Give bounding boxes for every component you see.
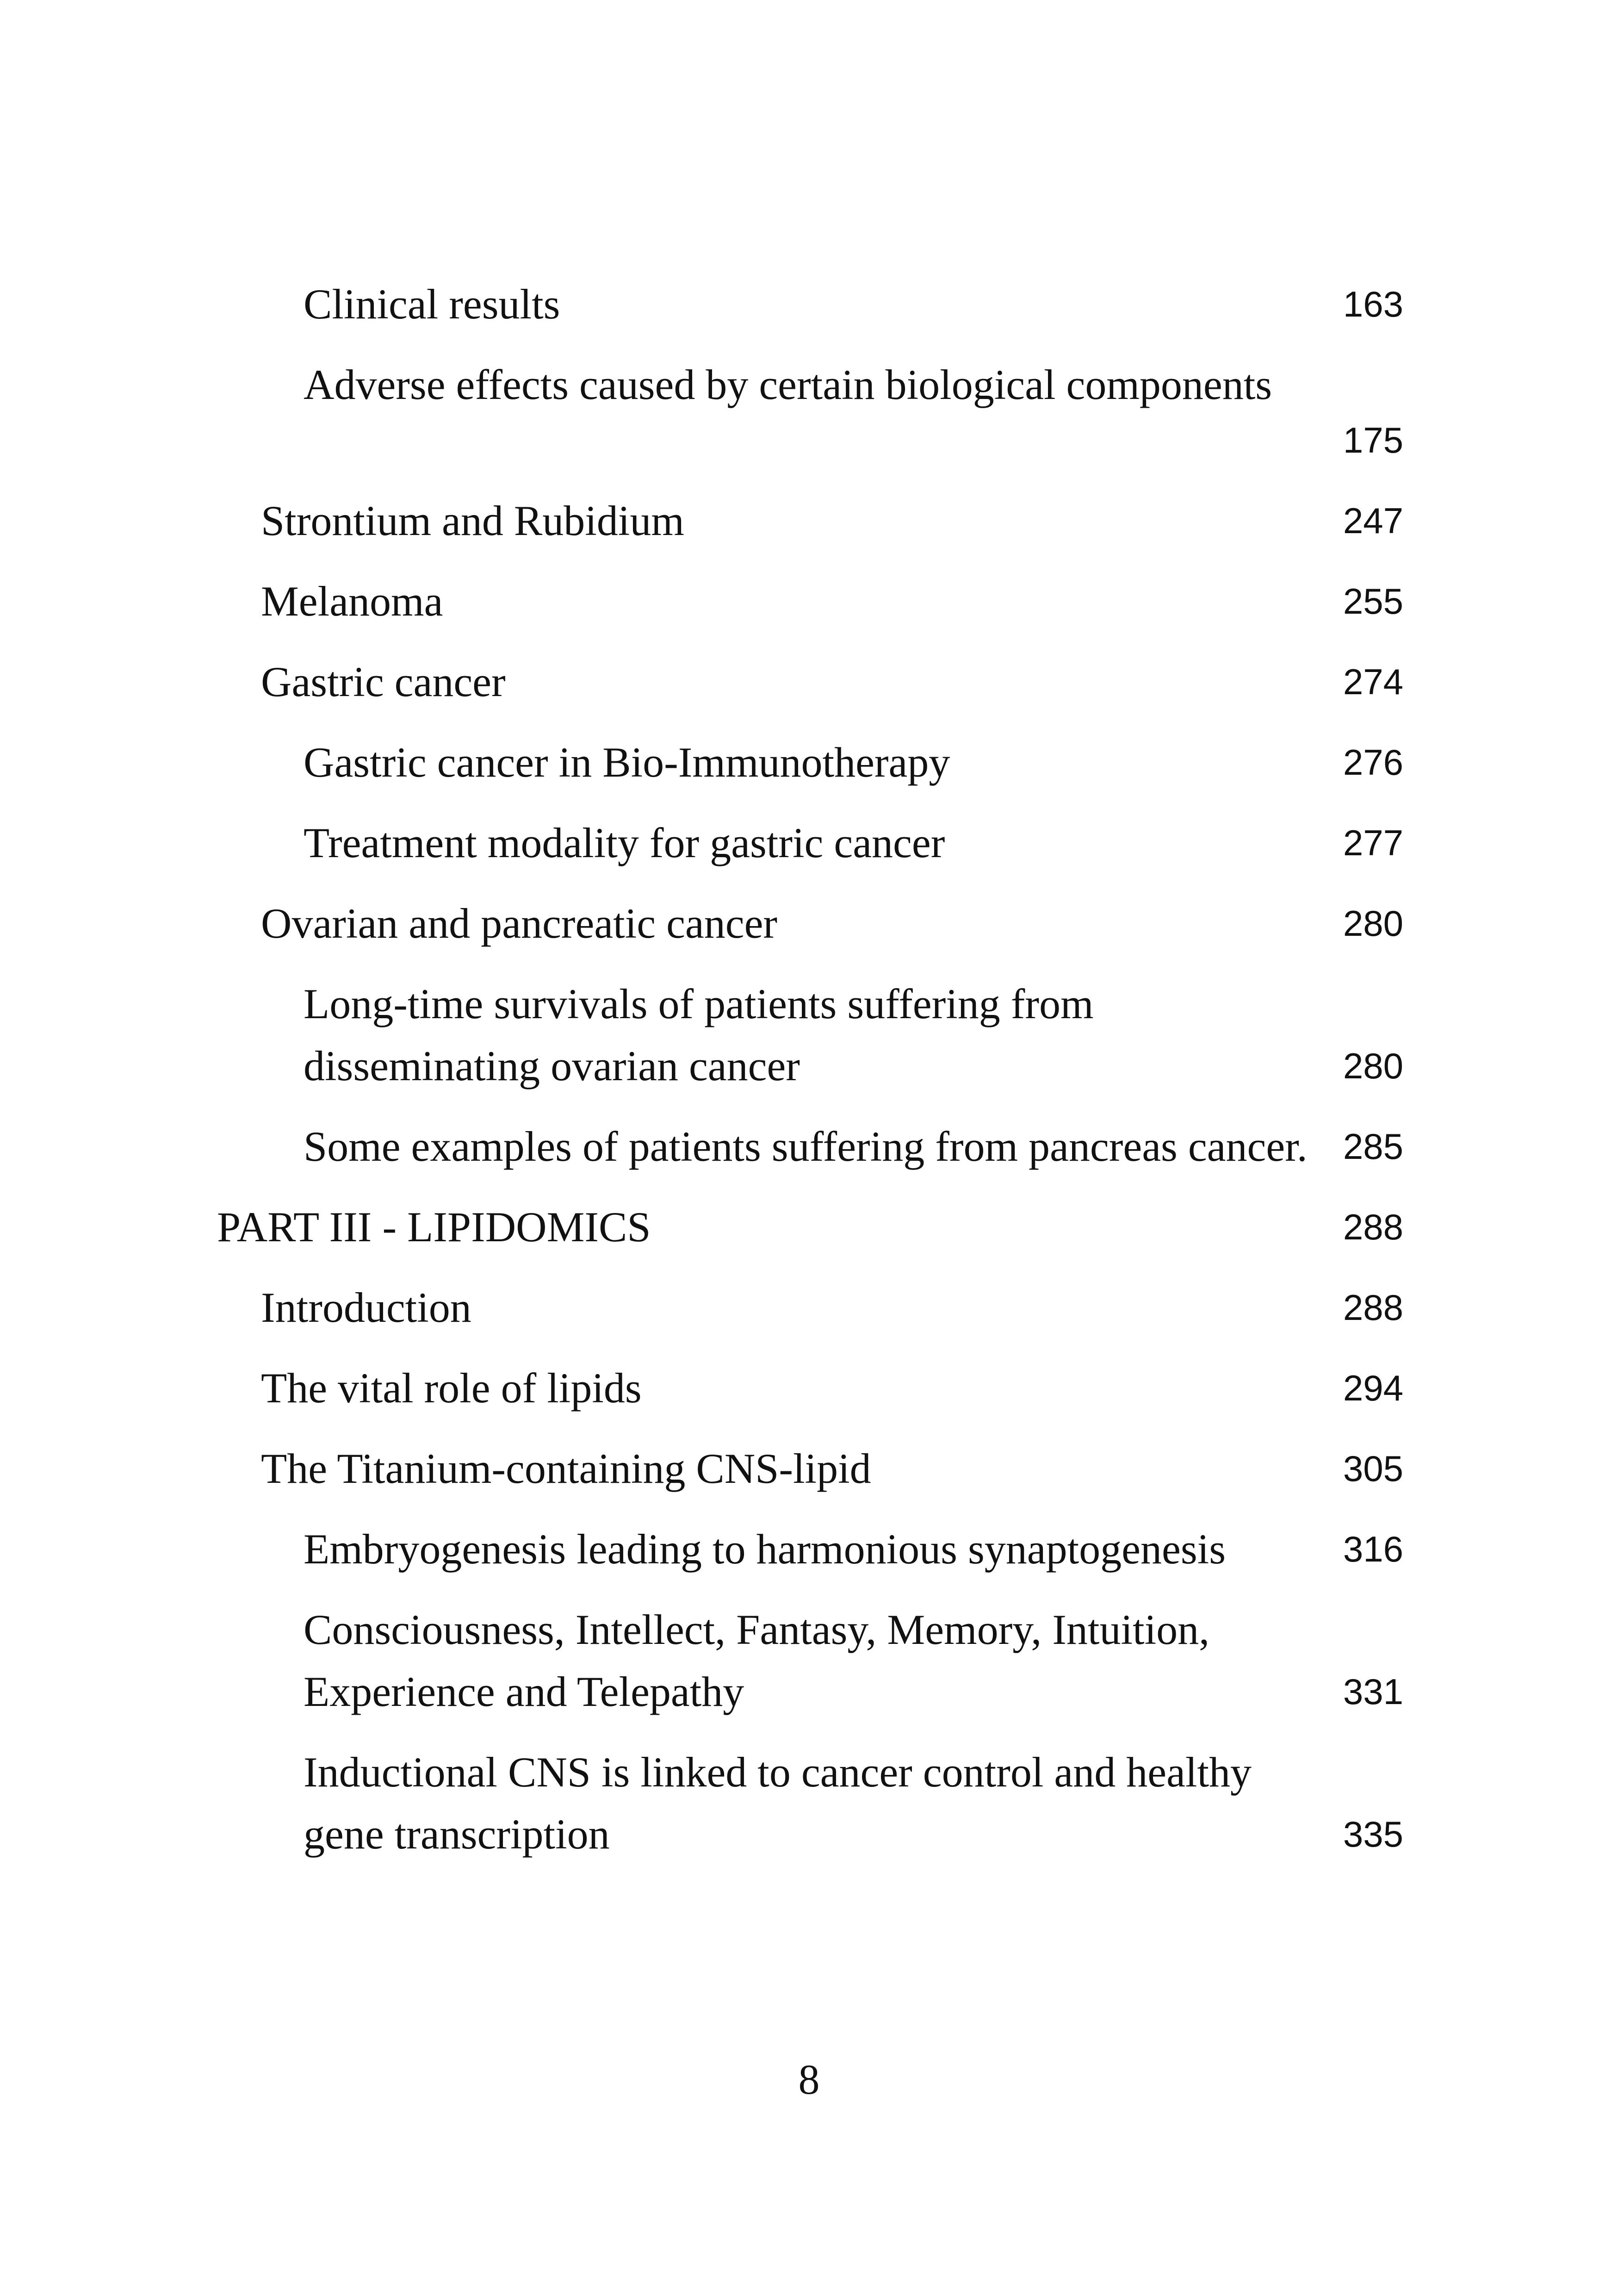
page-number: 8 bbox=[798, 2056, 820, 2103]
toc-entry[interactable] bbox=[0, 1276, 1403, 1338]
toc-entry-title: Melanoma bbox=[261, 578, 443, 625]
toc-entry-page-number: 163 bbox=[1343, 284, 1403, 324]
toc-entry-page-number: 274 bbox=[1343, 661, 1403, 702]
toc-entry[interactable] bbox=[0, 1437, 1403, 1500]
toc-entry[interactable] bbox=[0, 892, 1403, 954]
toc-entry-page-number: 305 bbox=[1343, 1448, 1403, 1489]
toc-entry-page-number: 280 bbox=[1343, 1045, 1403, 1086]
toc-entry-title: Ovarian and pancreatic cancer bbox=[261, 900, 778, 947]
toc-entry[interactable] bbox=[0, 812, 1403, 874]
toc-entry-title: Long-time survivals of patients suffering from disseminating ovarian cancer bbox=[304, 980, 1094, 1089]
toc-entry-page-number: 316 bbox=[1343, 1529, 1403, 1569]
toc-entry-page-number: 288 bbox=[1343, 1287, 1403, 1328]
toc-entry[interactable] bbox=[0, 1357, 1403, 1419]
toc-entry-page-number: 288 bbox=[1343, 1207, 1403, 1247]
toc-entry-title: The vital role of lipids bbox=[261, 1364, 642, 1412]
toc-entry-title: Embryogenesis leading to harmonious synaptogenesis bbox=[304, 1525, 1226, 1573]
toc-entry[interactable] bbox=[0, 570, 1403, 632]
toc-entry[interactable] bbox=[0, 731, 1403, 793]
toc-entry[interactable] bbox=[0, 1741, 1403, 1865]
toc-entry-page-number: 285 bbox=[1343, 1126, 1403, 1167]
toc-entry-title: Consciousness, Intellect, Fantasy, Memory, Intuition, Experience and Telepathy bbox=[304, 1606, 1210, 1715]
toc-entry[interactable] bbox=[0, 651, 1403, 713]
toc-entry[interactable] bbox=[0, 1115, 1403, 1177]
toc-entry-page-number: 247 bbox=[1343, 500, 1403, 541]
toc-entry-page-number: 335 bbox=[1343, 1814, 1403, 1854]
toc-entry-title: Gastric cancer bbox=[261, 658, 506, 705]
toc-part-heading[interactable] bbox=[0, 1196, 1403, 1258]
toc-entry[interactable] bbox=[0, 973, 1403, 1097]
toc-entry-title: Gastric cancer in Bio-Immunotherapy bbox=[304, 739, 950, 786]
toc-entry-title: Introduction bbox=[261, 1284, 471, 1331]
toc-entry-page-number: 294 bbox=[1343, 1368, 1403, 1408]
toc-entry[interactable] bbox=[0, 1518, 1403, 1580]
toc-entry-title: Adverse effects caused by certain biological components bbox=[304, 361, 1272, 408]
toc-entry-title: Some examples of patients suffering from pancreas cancer. bbox=[304, 1123, 1308, 1170]
table-of-contents bbox=[0, 273, 1618, 1884]
toc-entry-title: Strontium and Rubidium bbox=[261, 497, 684, 544]
toc-entry-page-number: 331 bbox=[1343, 1671, 1403, 1712]
toc-entry[interactable] bbox=[0, 354, 1403, 471]
toc-entry-title: The Titanium-containing CNS-lipid bbox=[261, 1445, 871, 1492]
toc-entry-page-number: 277 bbox=[1343, 822, 1403, 863]
toc-entry-page-number: 280 bbox=[1343, 903, 1403, 944]
toc-entry-page-number: 255 bbox=[1343, 581, 1403, 622]
toc-entry-page-number: 276 bbox=[1343, 742, 1403, 783]
toc-entry-page-number: 175 bbox=[1343, 420, 1403, 460]
toc-entry[interactable] bbox=[0, 273, 1403, 335]
toc-entry-title: Clinical results bbox=[304, 280, 560, 328]
toc-entry-title: Inductional CNS is linked to cancer control and healthy gene transcription bbox=[304, 1748, 1252, 1858]
toc-entry-title: PART III - LIPIDOMICS bbox=[217, 1203, 651, 1251]
toc-entry[interactable] bbox=[0, 490, 1403, 552]
toc-entry[interactable] bbox=[0, 1599, 1403, 1723]
toc-entry-title: Treatment modality for gastric cancer bbox=[304, 819, 945, 866]
